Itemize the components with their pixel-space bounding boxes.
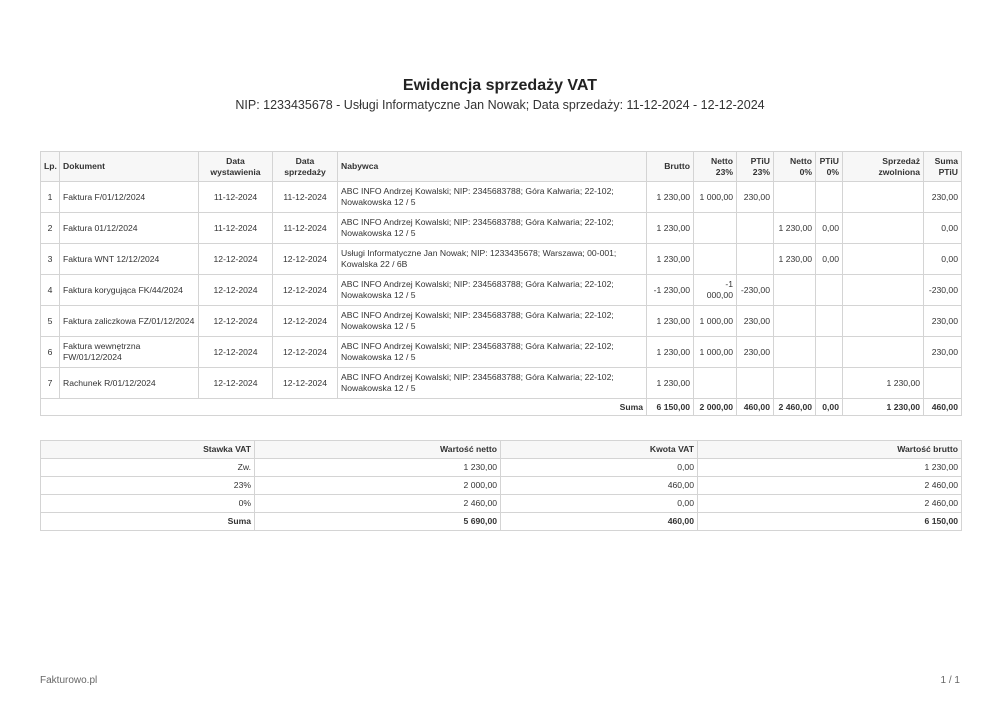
table-row xyxy=(41,244,962,275)
cell-dokument: Faktura 01/12/2024 xyxy=(60,213,199,244)
vat-row xyxy=(41,477,962,495)
vat-cell-stawka: 23% xyxy=(41,477,255,495)
cell-ptiu-23 xyxy=(737,213,774,244)
cell-data-wystawienia: 12-12-2024 xyxy=(199,275,273,306)
cell-ptiu-0 xyxy=(816,337,843,368)
cell-netto-0 xyxy=(774,337,816,368)
cell-brutto: 1 230,00 xyxy=(647,368,694,399)
cell-netto-23: -1 000,00 xyxy=(694,275,737,306)
cell-netto-23: 1 000,00 xyxy=(694,337,737,368)
table-row xyxy=(41,182,962,213)
cell-sprzedaz-zwolniona xyxy=(843,244,924,275)
table-row xyxy=(41,275,962,306)
cell-netto-23 xyxy=(694,244,737,275)
cell-ptiu-23 xyxy=(737,368,774,399)
vat-sum-netto: 5 690,00 xyxy=(255,513,501,531)
cell-suma-ptiu: 0,00 xyxy=(924,244,962,275)
vat-cell-kwota: 460,00 xyxy=(501,477,698,495)
cell-ptiu-23 xyxy=(737,244,774,275)
cell-ptiu-0: 0,00 xyxy=(816,213,843,244)
vat-col-header-brutto: Wartość brutto xyxy=(698,441,962,459)
col-header-nabywca: Nabywca xyxy=(338,152,647,182)
vat-col-header-kwota: Kwota VAT xyxy=(501,441,698,459)
vat-cell-kwota: 0,00 xyxy=(501,459,698,477)
cell-netto-0 xyxy=(774,368,816,399)
cell-brutto: 1 230,00 xyxy=(647,337,694,368)
table-row xyxy=(41,306,962,337)
cell-brutto: 1 230,00 xyxy=(647,244,694,275)
cell-data-sprzedazy: 12-12-2024 xyxy=(273,244,338,275)
cell-dokument: Faktura WNT 12/12/2024 xyxy=(60,244,199,275)
vat-cell-stawka: 0% xyxy=(41,495,255,513)
vat-sum-kwota: 460,00 xyxy=(501,513,698,531)
vat-row xyxy=(41,459,962,477)
cell-data-sprzedazy: 12-12-2024 xyxy=(273,306,338,337)
sum-label: Suma xyxy=(41,399,647,416)
col-header-data-sprzedazy: Data sprzedaży xyxy=(273,152,338,182)
cell-brutto: 1 230,00 xyxy=(647,182,694,213)
vat-col-header-stawka: Stawka VAT xyxy=(41,441,255,459)
cell-brutto: -1 230,00 xyxy=(647,275,694,306)
sum-ptiu-23: 460,00 xyxy=(737,399,774,416)
sum-suma-ptiu: 460,00 xyxy=(924,399,962,416)
report-subtitle: NIP: 1233435678 - Usługi Informatyczne Jan Nowak; Data sprzedaży: 11-12-2024 - 12-12-2024 xyxy=(235,98,765,112)
cell-nabywca: ABC INFO Andrzej Kowalski; NIP: 2345683788; Góra Kalwaria; 22-102; Nowakowska 12 / 5 xyxy=(338,275,647,306)
cell-netto-0: 1 230,00 xyxy=(774,213,816,244)
cell-nabywca: ABC INFO Andrzej Kowalski; NIP: 2345683788; Góra Kalwaria; 22-102; Nowakowska 12 / 5 xyxy=(338,213,647,244)
cell-nabywca: Usługi Informatyczne Jan Nowak; NIP: 1233435678; Warszawa; 00-001; Kowalska 22 / 6B xyxy=(338,244,647,275)
cell-brutto: 1 230,00 xyxy=(647,213,694,244)
cell-lp: 4 xyxy=(41,275,60,306)
vat-cell-brutto: 1 230,00 xyxy=(698,459,962,477)
sum-ptiu-0: 0,00 xyxy=(816,399,843,416)
cell-data-wystawienia: 12-12-2024 xyxy=(199,244,273,275)
cell-ptiu-23: 230,00 xyxy=(737,182,774,213)
cell-brutto: 1 230,00 xyxy=(647,306,694,337)
cell-netto-23 xyxy=(694,368,737,399)
col-header-lp: Lp. xyxy=(41,152,60,182)
cell-data-sprzedazy: 12-12-2024 xyxy=(273,275,338,306)
col-header-netto-0: Netto 0% xyxy=(774,152,816,182)
col-header-dokument: Dokument xyxy=(60,152,199,182)
cell-dokument: Faktura korygująca FK/44/2024 xyxy=(60,275,199,306)
cell-sprzedaz-zwolniona xyxy=(843,182,924,213)
cell-suma-ptiu: 0,00 xyxy=(924,213,962,244)
cell-dokument: Faktura F/01/12/2024 xyxy=(60,182,199,213)
col-header-brutto: Brutto xyxy=(647,152,694,182)
cell-nabywca: ABC INFO Andrzej Kowalski; NIP: 2345683788; Góra Kalwaria; 22-102; Nowakowska 12 / 5 xyxy=(338,306,647,337)
col-header-ptiu-0: PTiU 0% xyxy=(816,152,843,182)
table-row xyxy=(41,213,962,244)
cell-ptiu-0: 0,00 xyxy=(816,244,843,275)
cell-sprzedaz-zwolniona xyxy=(843,306,924,337)
table-sum-row xyxy=(41,399,962,416)
vat-cell-brutto: 2 460,00 xyxy=(698,495,962,513)
cell-lp: 5 xyxy=(41,306,60,337)
cell-suma-ptiu: 230,00 xyxy=(924,182,962,213)
cell-suma-ptiu: -230,00 xyxy=(924,275,962,306)
cell-data-wystawienia: 12-12-2024 xyxy=(199,368,273,399)
cell-ptiu-23: 230,00 xyxy=(737,306,774,337)
table-row xyxy=(41,337,962,368)
cell-data-sprzedazy: 11-12-2024 xyxy=(273,182,338,213)
vat-cell-brutto: 2 460,00 xyxy=(698,477,962,495)
cell-lp: 1 xyxy=(41,182,60,213)
report-title: Ewidencja sprzedaży VAT xyxy=(402,77,598,94)
vat-sum-label: Suma xyxy=(41,513,255,531)
page-number: 1 / 1 xyxy=(940,675,960,686)
cell-data-wystawienia: 11-12-2024 xyxy=(199,213,273,244)
col-header-sprzedaz-zwolniona: Sprzedaż zwolniona xyxy=(843,152,924,182)
cell-nabywca: ABC INFO Andrzej Kowalski; NIP: 2345683788; Góra Kalwaria; 22-102; Nowakowska 12 / 5 xyxy=(338,337,647,368)
cell-sprzedaz-zwolniona xyxy=(843,275,924,306)
cell-data-wystawienia: 11-12-2024 xyxy=(199,182,273,213)
sum-netto-23: 2 000,00 xyxy=(694,399,737,416)
sum-brutto: 6 150,00 xyxy=(647,399,694,416)
report-header xyxy=(0,76,1000,113)
vat-sum-row xyxy=(41,513,962,531)
vat-cell-netto: 2 000,00 xyxy=(255,477,501,495)
cell-netto-0 xyxy=(774,275,816,306)
cell-ptiu-23: -230,00 xyxy=(737,275,774,306)
sum-sprzedaz-zwolniona: 1 230,00 xyxy=(843,399,924,416)
cell-nabywca: ABC INFO Andrzej Kowalski; NIP: 2345683788; Góra Kalwaria; 22-102; Nowakowska 12 / 5 xyxy=(338,368,647,399)
cell-ptiu-0 xyxy=(816,368,843,399)
vat-row xyxy=(41,495,962,513)
cell-ptiu-0 xyxy=(816,182,843,213)
cell-netto-0: 1 230,00 xyxy=(774,244,816,275)
col-header-ptiu-23: PTiU 23% xyxy=(737,152,774,182)
cell-netto-0 xyxy=(774,182,816,213)
cell-dokument: Rachunek R/01/12/2024 xyxy=(60,368,199,399)
cell-ptiu-23: 230,00 xyxy=(737,337,774,368)
col-header-data-wystawienia: Data wystawienia xyxy=(199,152,273,182)
vat-cell-kwota: 0,00 xyxy=(501,495,698,513)
table-header-row xyxy=(41,152,962,182)
cell-sprzedaz-zwolniona xyxy=(843,337,924,368)
vat-cell-netto: 1 230,00 xyxy=(255,459,501,477)
cell-lp: 6 xyxy=(41,337,60,368)
cell-dokument: Faktura wewnętrzna FW/01/12/2024 xyxy=(60,337,199,368)
col-header-netto-23: Netto 23% xyxy=(694,152,737,182)
cell-dokument: Faktura zaliczkowa FZ/01/12/2024 xyxy=(60,306,199,337)
cell-ptiu-0 xyxy=(816,306,843,337)
cell-netto-23: 1 000,00 xyxy=(694,306,737,337)
vat-header-row xyxy=(41,441,962,459)
cell-data-wystawienia: 12-12-2024 xyxy=(199,337,273,368)
cell-data-sprzedazy: 11-12-2024 xyxy=(273,213,338,244)
cell-data-sprzedazy: 12-12-2024 xyxy=(273,337,338,368)
cell-suma-ptiu xyxy=(924,368,962,399)
cell-netto-23: 1 000,00 xyxy=(694,182,737,213)
cell-netto-23 xyxy=(694,213,737,244)
footer-brand: Fakturowo.pl xyxy=(40,675,98,686)
cell-suma-ptiu: 230,00 xyxy=(924,337,962,368)
vat-cell-stawka: Zw. xyxy=(41,459,255,477)
cell-sprzedaz-zwolniona xyxy=(843,213,924,244)
vat-sum-brutto: 6 150,00 xyxy=(698,513,962,531)
cell-lp: 3 xyxy=(41,244,60,275)
cell-nabywca: ABC INFO Andrzej Kowalski; NIP: 2345683788; Góra Kalwaria; 22-102; Nowakowska 12 / 5 xyxy=(338,182,647,213)
table-row xyxy=(41,368,962,399)
cell-lp: 7 xyxy=(41,368,60,399)
cell-sprzedaz-zwolniona: 1 230,00 xyxy=(843,368,924,399)
cell-lp: 2 xyxy=(41,213,60,244)
vat-cell-netto: 2 460,00 xyxy=(255,495,501,513)
vat-col-header-netto: Wartość netto xyxy=(255,441,501,459)
vat-summary-table xyxy=(40,440,962,531)
cell-netto-0 xyxy=(774,306,816,337)
cell-suma-ptiu: 230,00 xyxy=(924,306,962,337)
sum-netto-0: 2 460,00 xyxy=(774,399,816,416)
cell-data-wystawienia: 12-12-2024 xyxy=(199,306,273,337)
col-header-suma-ptiu: Suma PTiU xyxy=(924,152,962,182)
sales-register-table xyxy=(40,151,962,416)
cell-data-sprzedazy: 12-12-2024 xyxy=(273,368,338,399)
cell-ptiu-0 xyxy=(816,275,843,306)
